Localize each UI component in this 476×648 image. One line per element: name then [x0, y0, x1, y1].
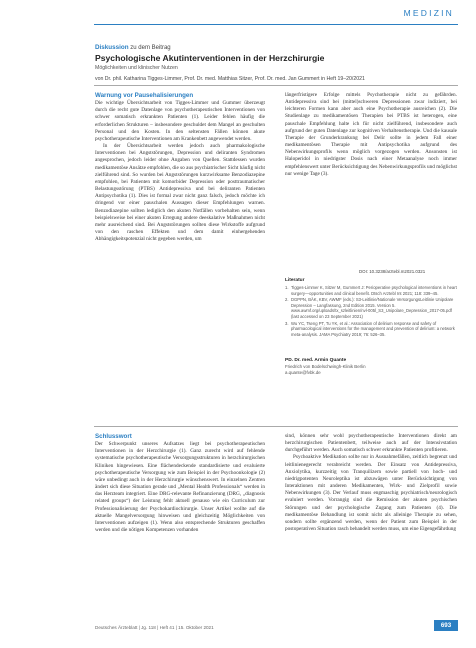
literature-heading: Literatur [285, 278, 305, 283]
literature-text: Wu YC, Tseng PT, Tu YK, et al.: Association of delirium response and safety of pharmacological interventions for the management and prevention of delirium: a network meta-analysis. JAMA Psychiatry 2019; 76: 526–35. [291, 320, 455, 337]
letter1-paragraph: In der Übersichtsarbeit werden jedoch auch pharmakologische Interventionen bei Angststörungen, Depression und deliranten Syndromen angesprochen, jedoch leider ohne Angaben von Quellen. Stattdessen wurden medikamentöse Ansätze empfohlen, die so aus psychiatrischer Sicht häufig nicht zielführend sind. So wurden bei Angststörungen kurzwirksame Benzodiazepine empfohlen, bei Patienten mit komorbider Depression oder posttraumatischer Belastungsstörung (PTBS) Antidepressiva und bei deliranten Patienten Antipsychotika (1). Dies ist formal zwar nicht ganz falsch, jedoch möchte ich dringend vor einer pauschalen Aussagen dieser Empfehlungen warnen. Benzodiazepine sollten lediglich den akuten Notfällen vorbehalten sein, wenn beispielsweise bei einer akuten Erregung andere deeskalative Maßnahmen nicht mehr ausreichend sind. Bei Angststörungen sollten diese Wirkstoffe aufgrund von den raschen Effekten und dem damit einhergehenden Abhängigkeitspotenzial nicht gegeben werden, um [95, 143, 265, 243]
article-kicker [95, 44, 171, 51]
letter2-paragraph-continued: sind, können sehr wohl psychotherapeutische Interventionen direkt am herzchirurgischen Patientenbett, teilweise auch auf der Intensivstation durchgeführt werden. Auch somatisch schwer erkrankte Patienten profitieren. [285, 433, 457, 454]
literature-text: DGPPN, BÄK, KBV, AWMF (eds.): S3-Leitlinie/Nationale VersorgungsLeitlinie Unipolare Depression – Langfassung, 2nd Edition 2015. Version 5. www.awmf.org/uploads/tx_szleitlinien/nvl-005l_S3_Unipolare_Depression_2017-05.pdf (last accessed on 23 September 2021) [291, 297, 454, 319]
letter2-column-right [285, 433, 457, 621]
author-affiliation: Friedrich von Bodelschwingh-Klinik Berlin [285, 363, 366, 369]
doi: DOI: 10.3238/arztebl.m2021.0321 [359, 269, 426, 274]
letter1-paragraph: Die wichtige Übersichtsarbeit von Tigges-Limmer und Gummer überzeugt durch die recht gute Datenlage von psychotherapeutischen Interventionen von schwer somatisch erkrankten Patienten (1). Leider fehlen häufig die erforderlichen Strukturen – insbesondere geschuldet dem Mangel an geschulten Personal und den Kosten. In den seltensten Fällen können akute psychotherapeutische Interventionen am Krankenbett angewendet werden. [95, 100, 265, 142]
page-number: 693 [434, 620, 458, 631]
author-email[interactable]: a.quante@fvbk.de [285, 369, 321, 375]
kicker-sub: zu dem Beitrag [130, 45, 171, 51]
literature-number: 2. [285, 297, 289, 303]
letter2-column-left [95, 433, 265, 621]
letter1-column-right [285, 92, 457, 267]
letter1-author [285, 358, 457, 375]
footer-citation: Deutsches Ärzteblatt | Jg. 118 | Heft 41 | 15. Oktober 2021 [95, 625, 214, 630]
letter2-paragraph: Der Schwerpunkt unseres Aufsatzes liegt bei psychotherapeutischen Interventionen in der Herzchirurgie (1). Ganz zurecht wird auf fehlende systematische psychotherapeutische Versorgungsstrukturen in herzchirurgischen Kliniken hingewiesen. Eine flächendeckende standardisierte und evaluierte psychotherapeutische Versorgung wie zum Beispiel in der Psychoonkologie (2) wäre unbedingt auch in der Herzchirurgie wünschenswert. In einzelnen Zentren ändert sich diese Situation gerade und „Mental Health Professionals“ werden in das Herzteam integriert. Eine DRG-relevante Refinanzierung (DRG, „diagnosis related groups“) der Leistung fehlt aktuell genauso wie ein Curriculum zur Professionalisierung der Psychokardiochirurgie. Unser Artikel wollte auf die aktuelle Mangelversorgung hinweisen und gleichzeitig Möglichkeiten von Interventionen aufzeigen (1). Wenn also entsprechende Strukturen geschaffen werden und die nötigen Kompetenzen vorhanden [95, 441, 265, 534]
author-name: PD. Dr. med. Armin Quante [285, 358, 347, 363]
letter2-heading: Schlusswort [95, 433, 132, 440]
letter1-heading: Warnung vor Pausehalisierungen [95, 92, 194, 99]
separator-middle [94, 426, 458, 427]
header-rule [94, 24, 458, 25]
literature-number: 1. [285, 285, 289, 290]
article-title: Psychologische Akutinterventionen in der Herzchirurgie [95, 53, 325, 63]
kicker-label: Diskussion [95, 44, 129, 51]
literature-text: Tigges-Limmer K, Sitzer M, Gummert J: Perioperative psychological interventions in heart surgery—opportunities and clinical benefit. Dtsch Arztebl Int 2021; 118: 339–45. [291, 285, 457, 296]
literature-item [285, 297, 457, 319]
literature-list [285, 278, 457, 338]
letter1-column-left [95, 92, 265, 422]
letter1-paragraph-continued: längerfristigere Erfolge mittels Psychotherapie nicht zu gefährden. Antidepressiva sind bei (mittel)schweren Depressionen zwar indiziert, bei leichteren Formen kann aber auch eine Psychotherapie ausreichen (2). Die Studienlage zu medikamentösen Therapien bei PTBS ist heterogen, eine pauschale Empfehlung halte ich für nicht zielführend, insbesondere auch aufgrund der guten Datenlage zur kognitiven Verhaltenstherapie. Und die kausale Therapie der Grunderkrankung bei Delir sollte in jedem Fall einer medikamentösen Therapie mit Antipsychotika aufgrund des Nebenwirkungsprofils wenn möglich vorgezogen werden. Ansonsten ist Haloperidol in niedrigster Dosis nach einer Metaanalyse noch immer empfehlenswert unter Berücksichtigung des Nebenwirkungsprofils und möglichst nur wenige Tage (3). [285, 92, 457, 177]
separator-top [94, 85, 458, 86]
letter2-paragraph-continued: Psychoaktive Medikation sollte nur in Ausnahmefällen, zeitlich begrenzt und leitlinienegerecht verabreicht werden. Der Einsatz von Antidepressiva, Anxiolytika, kurzzeitig von Tranquilizern sowie partiell von hoch- und niedrigpotenten Neuroleptika ist abzuwägen unter Berücksichtigung von Interaktionen mit anderen Medikamenten, Wirk- und Zielprofil sowie Nebenwirkungen (3). Der Verlauf muss engmaschig psychiatrisch/neurologisch evaluiert werden. Vorrangig sind die Remission der akuten psychischen Störungen und der psychologische Zugang zum Patienten (4). Die medikamentöse Behandlung ist somit nicht als alleinige Therapie zu sehen, sondern sollte ergänzend werden, wenn der Patient zum Beispiel in der postoperativen Situation rasch behandelt werden muss, um eine Eigengefährdung [285, 454, 457, 533]
article-subtitle: Möglichkeiten und klinischer Nutzen [95, 65, 178, 71]
article-authors: von Dr. phil. Katharina Tigges-Limmer, Prof. Dr. med. Matthias Sitzer, Prof. Dr. med. Jan Gummert in Heft 19–20/2021 [95, 76, 365, 82]
literature-item [285, 321, 457, 338]
section-label: MEDIZIN [403, 8, 454, 18]
literature-number: 3. [285, 320, 289, 326]
literature-item [285, 285, 457, 296]
